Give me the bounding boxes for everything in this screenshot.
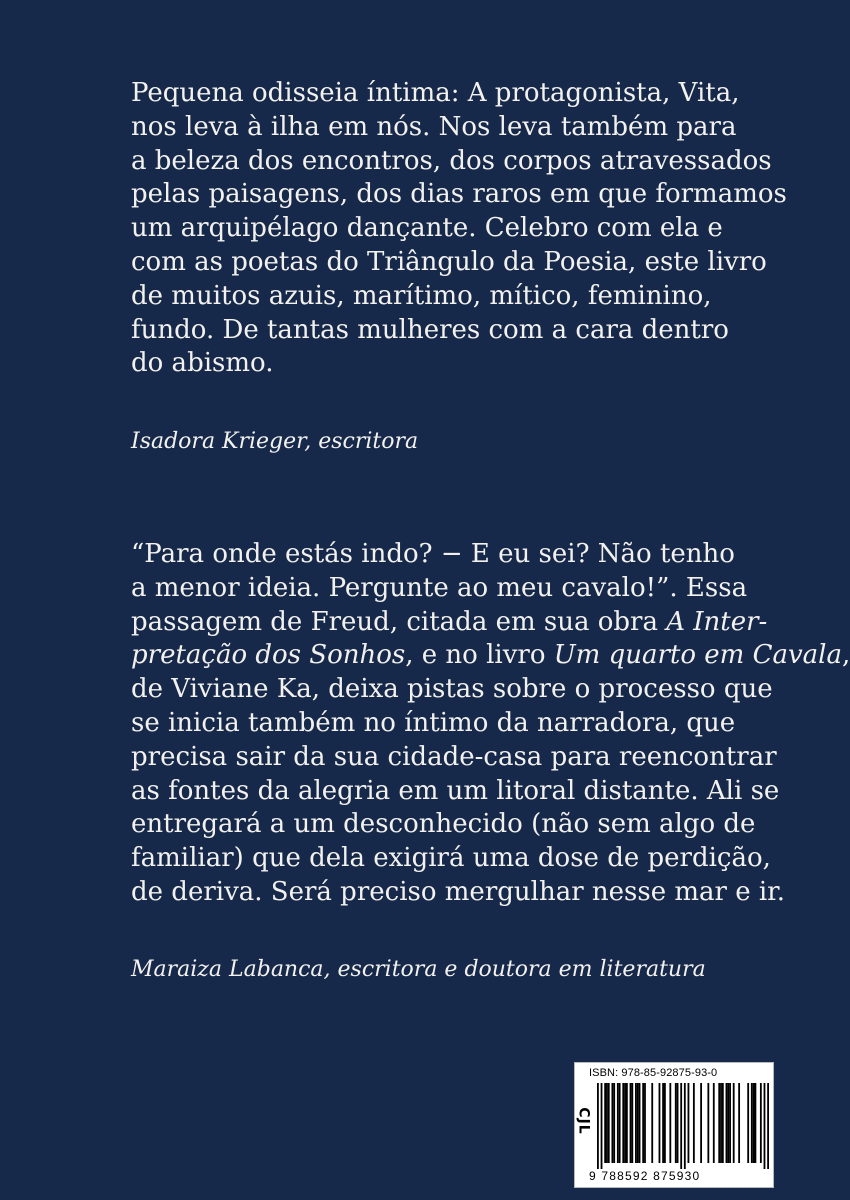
barcode-bar: [611, 1083, 613, 1163]
barcode-bar: [637, 1083, 639, 1163]
barcode-bar: [718, 1083, 720, 1163]
blurb-2-line: precisa sair da sua cidade-casa para reencontrar: [131, 741, 777, 772]
blurb-2-line: familiar) que dela exigirá uma dose de perdição,: [131, 843, 771, 874]
barcode-bar: [755, 1083, 757, 1163]
blurb-2: [131, 538, 850, 910]
barcode-bar: [651, 1083, 653, 1163]
barcode-digits: 9 788592 875930: [589, 1169, 701, 1183]
blurb-2-line: as fontes da alegria em um litoral distante. Ali se: [131, 775, 780, 806]
barcode-bar: [700, 1083, 702, 1163]
blurb-2-line: se inicia também no íntimo da narradora, que: [131, 707, 736, 738]
barcode-bar: [630, 1083, 632, 1163]
barcode-bar: [626, 1083, 628, 1163]
barcode-bar: [764, 1083, 766, 1169]
barcode-bar: [753, 1083, 755, 1163]
blurb-1-line: Pequena odisseia íntima: A protagonista, Vita,: [131, 78, 740, 108]
barcode-bar: [644, 1083, 646, 1163]
isbn-label: ISBN: 978-85-92875-93-0: [589, 1067, 718, 1079]
barcode-bar: [722, 1083, 724, 1163]
book-title-italic: pretação dos Sonhos: [131, 640, 406, 671]
barcode-bar: [726, 1083, 728, 1163]
blurb-2-line: “Para onde estás indo? − E eu sei? Não tenho: [131, 539, 735, 569]
barcode-bar: [677, 1083, 679, 1163]
barcode-bar: [733, 1083, 735, 1163]
barcode-bar: [601, 1083, 603, 1169]
blurb-1-line: a beleza dos encontros, dos corpos atravessados: [131, 145, 772, 176]
barcode-bar: [613, 1083, 615, 1163]
barcode-bar: [684, 1083, 686, 1169]
barcode-bar: [767, 1083, 769, 1169]
blurb-2-line: [131, 606, 768, 640]
barcode-bar: [729, 1083, 731, 1163]
blurb-1-line: com as poetas do Triângulo da Poesia, este livro: [131, 246, 767, 277]
barcode-bar: [635, 1083, 637, 1163]
barcode-bar: [662, 1083, 664, 1163]
blurb-1-line: um arquipélago dançante. Celebro com ela e: [131, 213, 723, 244]
barcode-bar: [624, 1083, 626, 1163]
barcode-bar: [664, 1083, 666, 1163]
barcode-bar: [713, 1083, 715, 1163]
barcode-bar: [659, 1083, 661, 1163]
blurb-2-line: entregará a um desconhecido (não sem algo de: [131, 809, 756, 840]
book-title-italic: A Inter-: [666, 606, 768, 637]
barcode-bars: [597, 1083, 769, 1169]
barcode-bar: [738, 1083, 740, 1163]
barcode-bar: [751, 1083, 753, 1163]
barcode-bar: [720, 1083, 722, 1163]
barcode-bar: [617, 1083, 619, 1163]
barcode-bar: [642, 1083, 644, 1163]
blurb-2-line: de deriva. Será preciso mergulhar nesse mar e ir.: [131, 876, 786, 907]
barcode-bar: [669, 1083, 671, 1163]
blurb-1-line: do abismo.: [131, 348, 274, 379]
isbn-barcode: [574, 1062, 774, 1188]
publisher-logo: [576, 1103, 592, 1139]
barcode-bar: [747, 1083, 749, 1163]
barcode-bar: [688, 1083, 690, 1163]
barcode-bar: [622, 1083, 624, 1163]
blurb-1-attribution: Isadora Krieger, escritora: [131, 429, 419, 454]
barcode-bar: [597, 1083, 599, 1169]
barcode-bar: [693, 1083, 695, 1163]
barcode-bar: [619, 1083, 621, 1163]
barcode-bar: [604, 1083, 606, 1163]
barcode-bar: [727, 1083, 729, 1163]
barcode-bar: [760, 1083, 762, 1163]
blurb-2-line: a menor ideia. Pergunte ao meu cavalo!”. Essa: [131, 572, 748, 603]
blurb-2-line: de Viviane Ka, deixa pistas sobre o processo que: [131, 674, 773, 705]
blurb-1-line: de muitos azuis, marítimo, mítico, feminino,: [131, 280, 712, 311]
book-title-italic: Um quarto em Cavala: [553, 640, 842, 671]
barcode-bar: [675, 1083, 677, 1163]
barcode-bar: [631, 1083, 633, 1163]
blurb-1-line: nos leva à ilha em nós. Nos leva também para: [131, 111, 737, 142]
blurb-1-line: pelas paisagens, dos dias raros em que formamos: [131, 179, 787, 210]
barcode-bar: [680, 1083, 682, 1169]
blurb-2-text: ,: [842, 640, 850, 671]
blurb-2-text: passagem de Freud, citada em sua obra: [131, 606, 667, 637]
blurb-2-text: , e no livro: [405, 640, 554, 671]
barcode-bar: [606, 1083, 608, 1163]
blurb-1: [131, 77, 787, 381]
barcode-bar: [639, 1083, 641, 1163]
blurb-2-line: [131, 639, 850, 673]
blurb-2-attribution: Maraiza Labanca, escritora e doutora em literatura: [131, 957, 706, 982]
barcode-bar: [707, 1083, 709, 1163]
blurb-1-line: fundo. De tantas mulheres com a cara dentro: [131, 314, 729, 345]
publisher-logo-text: CJL: [576, 1107, 592, 1135]
barcode-bar: [608, 1083, 610, 1163]
